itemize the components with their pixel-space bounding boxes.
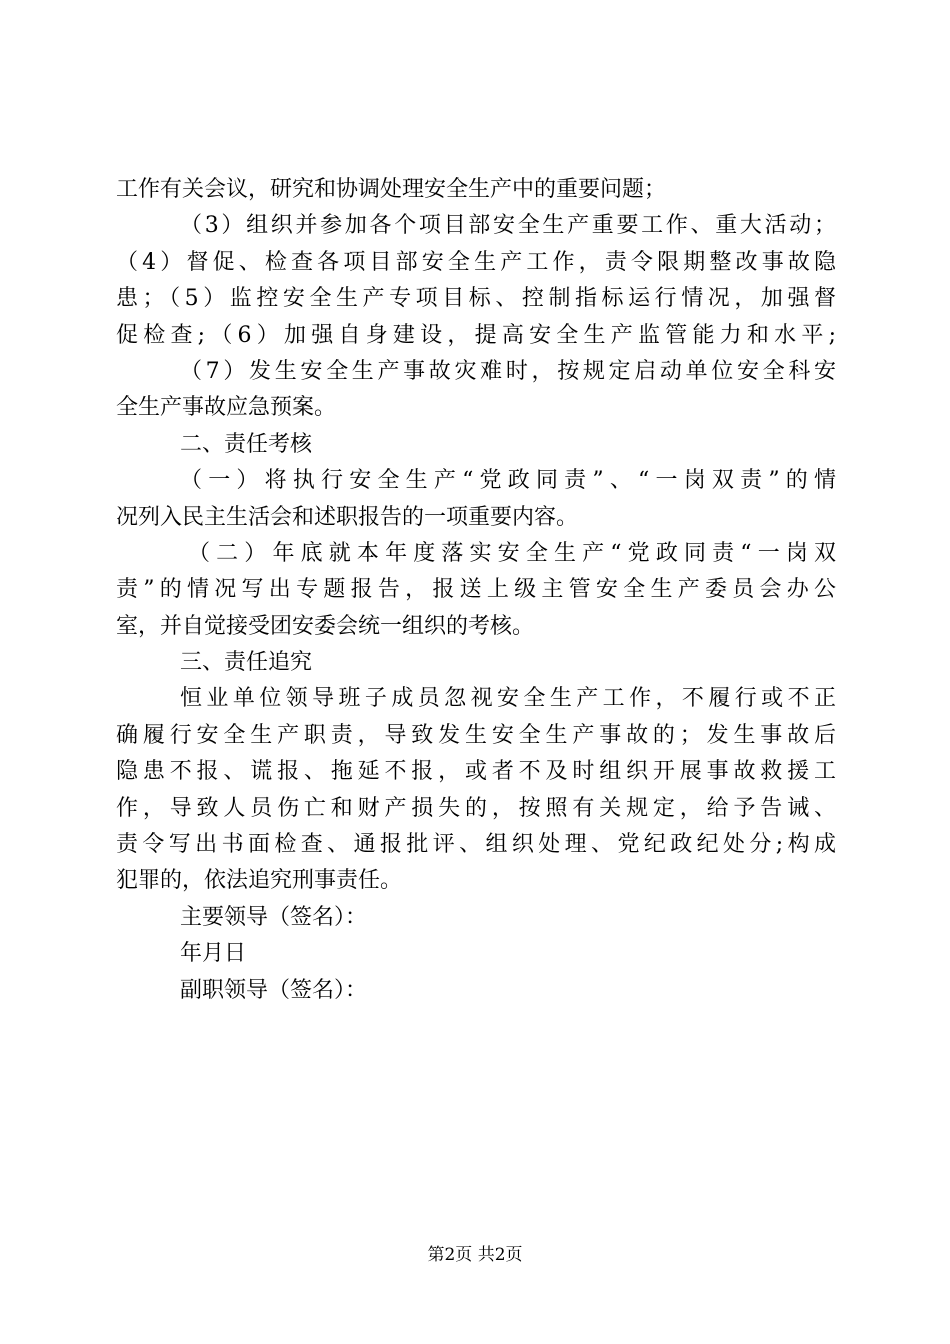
signature-line-deputy: 副职领导（签名）： (180, 977, 368, 1003)
text-line: 确履行安全生产职责，导致发生安全生产事故的；发生事故后 (116, 722, 836, 748)
text-line: 责”的情况写出专题报告，报送上级主管安全生产委员会办公 (116, 577, 836, 603)
document-body (116, 172, 836, 1009)
text-line: 况列入民主生活会和述职报告的一项重要内容。 (116, 504, 579, 530)
text-line: 责令写出书面检查、通报批评、组织处理、党纪政纪处分;构成 (116, 832, 836, 858)
text-line: （一）将执行安全生产“党政同责”、“一岗双责”的情 (180, 468, 836, 494)
text-line: 促检查;（6）加强自身建设，提高安全生产监管能力和水平; (116, 322, 836, 348)
text-line: 犯罪的，依法追究刑事责任。 (116, 868, 403, 894)
text-line: 工作有关会议，研究和协调处理安全生产中的重要问题； (116, 177, 667, 202)
text-line: 作，导致人员伤亡和财产损失的，按照有关规定，给予告诫、 (116, 795, 836, 821)
text-line: 恒业单位领导班子成员忽视安全生产工作，不履行或不正 (180, 686, 836, 712)
text-line: （二）年底就本年度落实安全生产“党政同责“一岗双 (188, 540, 836, 566)
text-line: （4）督促、检查各项目部安全生产工作，责令限期整改事故隐 (116, 249, 836, 275)
text-line: （7）发生安全生产事故灾难时，按规定启动单位安全科安 (180, 358, 836, 384)
text-line: （3）组织并参加各个项目部安全生产重要工作、重大活动； (180, 213, 836, 239)
page-footer: 第2页 共2页 (427, 1245, 523, 1265)
text-line: 室，并自觉接受团安委会统一组织的考核。 (116, 613, 535, 639)
signature-line-primary: 主要领导（签名）： (180, 904, 368, 930)
text-line: 隐患不报、谎报、拖延不报，或者不及时组织开展事故救援工 (116, 759, 836, 785)
section-heading: 二、责任考核 (180, 431, 313, 457)
text-line: 全生产事故应急预案。 (116, 395, 337, 421)
text-line: 患；（5）监控安全生产专项目标、控制指标运行情况，加强督 (116, 286, 836, 312)
date-line: 年月日 (180, 941, 247, 967)
section-heading: 三、责任追究 (180, 650, 313, 676)
